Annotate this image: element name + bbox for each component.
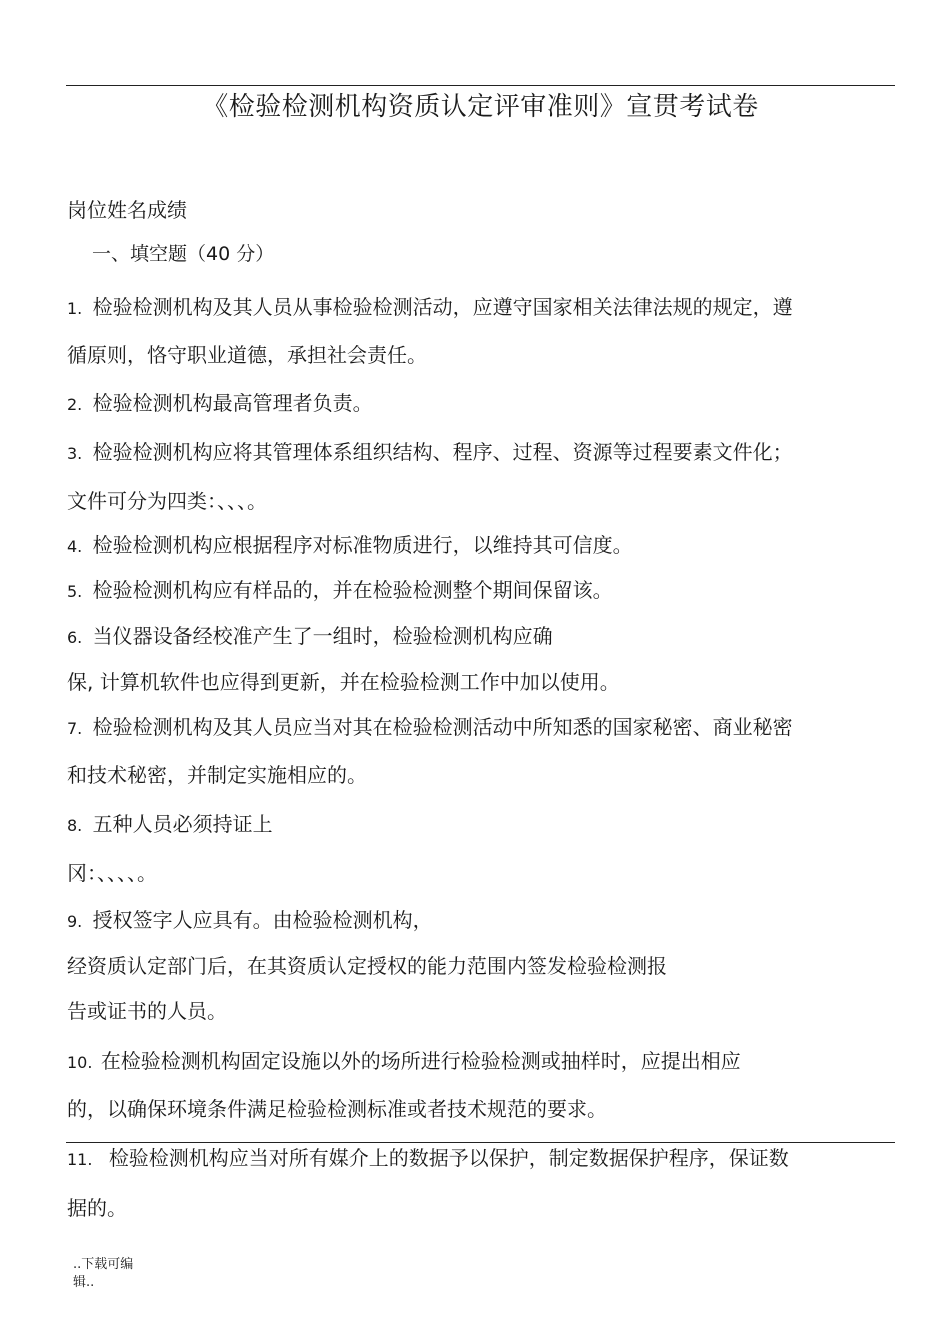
info-line: 岗位姓名成绩 <box>67 198 187 222</box>
question-11-line-2: 据的。 <box>67 1196 127 1220</box>
question-6-number: 6. <box>67 628 83 647</box>
question-3-number: 3. <box>67 444 83 463</box>
question-7-line-2: 和技术秘密，并制定实施相应的。 <box>67 763 367 787</box>
question-10-line-1 <box>67 1051 741 1071</box>
question-7-line-1 <box>67 717 793 737</box>
question-4-text: 检验检测机构应根据程序对标准物质进行，以维持其可信度。 <box>92 533 633 557</box>
question-7-number: 7. <box>67 719 83 738</box>
question-9-line-1 <box>67 910 433 930</box>
section-heading: 一、填空题（40 分） <box>92 243 275 265</box>
question-2-text: 检验检测机构最高管理者负责。 <box>92 391 373 415</box>
question-6-line-2: 保, 计算机软件也应得到更新，并在检验检测工作中加以使用。 <box>67 670 620 694</box>
question-3-line-1 <box>67 442 793 462</box>
question-2-number: 2. <box>67 395 83 414</box>
question-11-line-1 <box>67 1148 789 1168</box>
separator-rule <box>66 1142 895 1143</box>
question-7-text: 检验检测机构及其人员应当对其在检验检测活动中所知悉的国家秘密、商业秘密 <box>92 715 793 739</box>
footer-line-2: 辑.. <box>73 1275 95 1290</box>
question-5-text: 检验检测机构应有样品的，并在检验检测整个期间保留该。 <box>92 578 613 602</box>
question-10-line-2: 的，以确保环境条件满足检验检测标准或者技术规范的要求。 <box>67 1097 607 1121</box>
question-1-line-2: 循原则，恪守职业道德，承担社会责任。 <box>67 343 427 367</box>
question-8-line-2: 冈：、、、、。 <box>67 861 157 885</box>
question-9-number: 9. <box>67 912 83 931</box>
question-9-line-2: 经资质认定部门后，在其资质认定授权的能力范围内签发检验检测报 <box>67 954 667 978</box>
question-4-number: 4. <box>67 537 83 556</box>
question-8-line-1 <box>67 814 273 834</box>
question-1-number: 1. <box>67 299 83 318</box>
question-10-text: 在检验检测机构固定设施以外的场所进行检验检测或抽样时，应提出相应 <box>100 1049 741 1073</box>
question-9-text: 授权签字人应具有。由检验检测机构， <box>92 908 433 932</box>
question-4-line-1 <box>67 535 633 555</box>
question-9-line-3: 告或证书的人员。 <box>67 999 227 1023</box>
question-11-number: 11. <box>67 1150 93 1169</box>
question-3-text: 检验检测机构应将其管理体系组织结构、程序、过程、资源等过程要素文件化； <box>92 440 793 464</box>
question-11-text: 检验检测机构应当对所有媒介上的数据予以保护，制定数据保护程序，保证数 <box>108 1146 789 1170</box>
question-5-number: 5. <box>67 582 83 601</box>
question-10-number: 10. <box>67 1053 93 1072</box>
question-8-number: 8. <box>67 816 83 835</box>
question-1-line-1 <box>67 297 793 317</box>
question-5-line-1 <box>67 580 613 600</box>
footer-line-1: ..下载可编 <box>73 1257 134 1272</box>
question-8-text: 五种人员必须持证上 <box>92 812 273 836</box>
question-6-line-1 <box>67 626 553 646</box>
question-2-line-1 <box>67 393 373 413</box>
question-1-text: 检验检测机构及其人员从事检验检测活动，应遵守国家相关法律法规的规定，遵 <box>92 295 793 319</box>
page-title: 《检验检测机构资质认定评审准则》宣贯考试卷 <box>202 92 759 122</box>
question-3-line-2: 文件可分为四类：、、、。 <box>67 489 267 513</box>
question-6-text: 当仪器设备经校准产生了一组时，检验检测机构应确 <box>92 624 553 648</box>
